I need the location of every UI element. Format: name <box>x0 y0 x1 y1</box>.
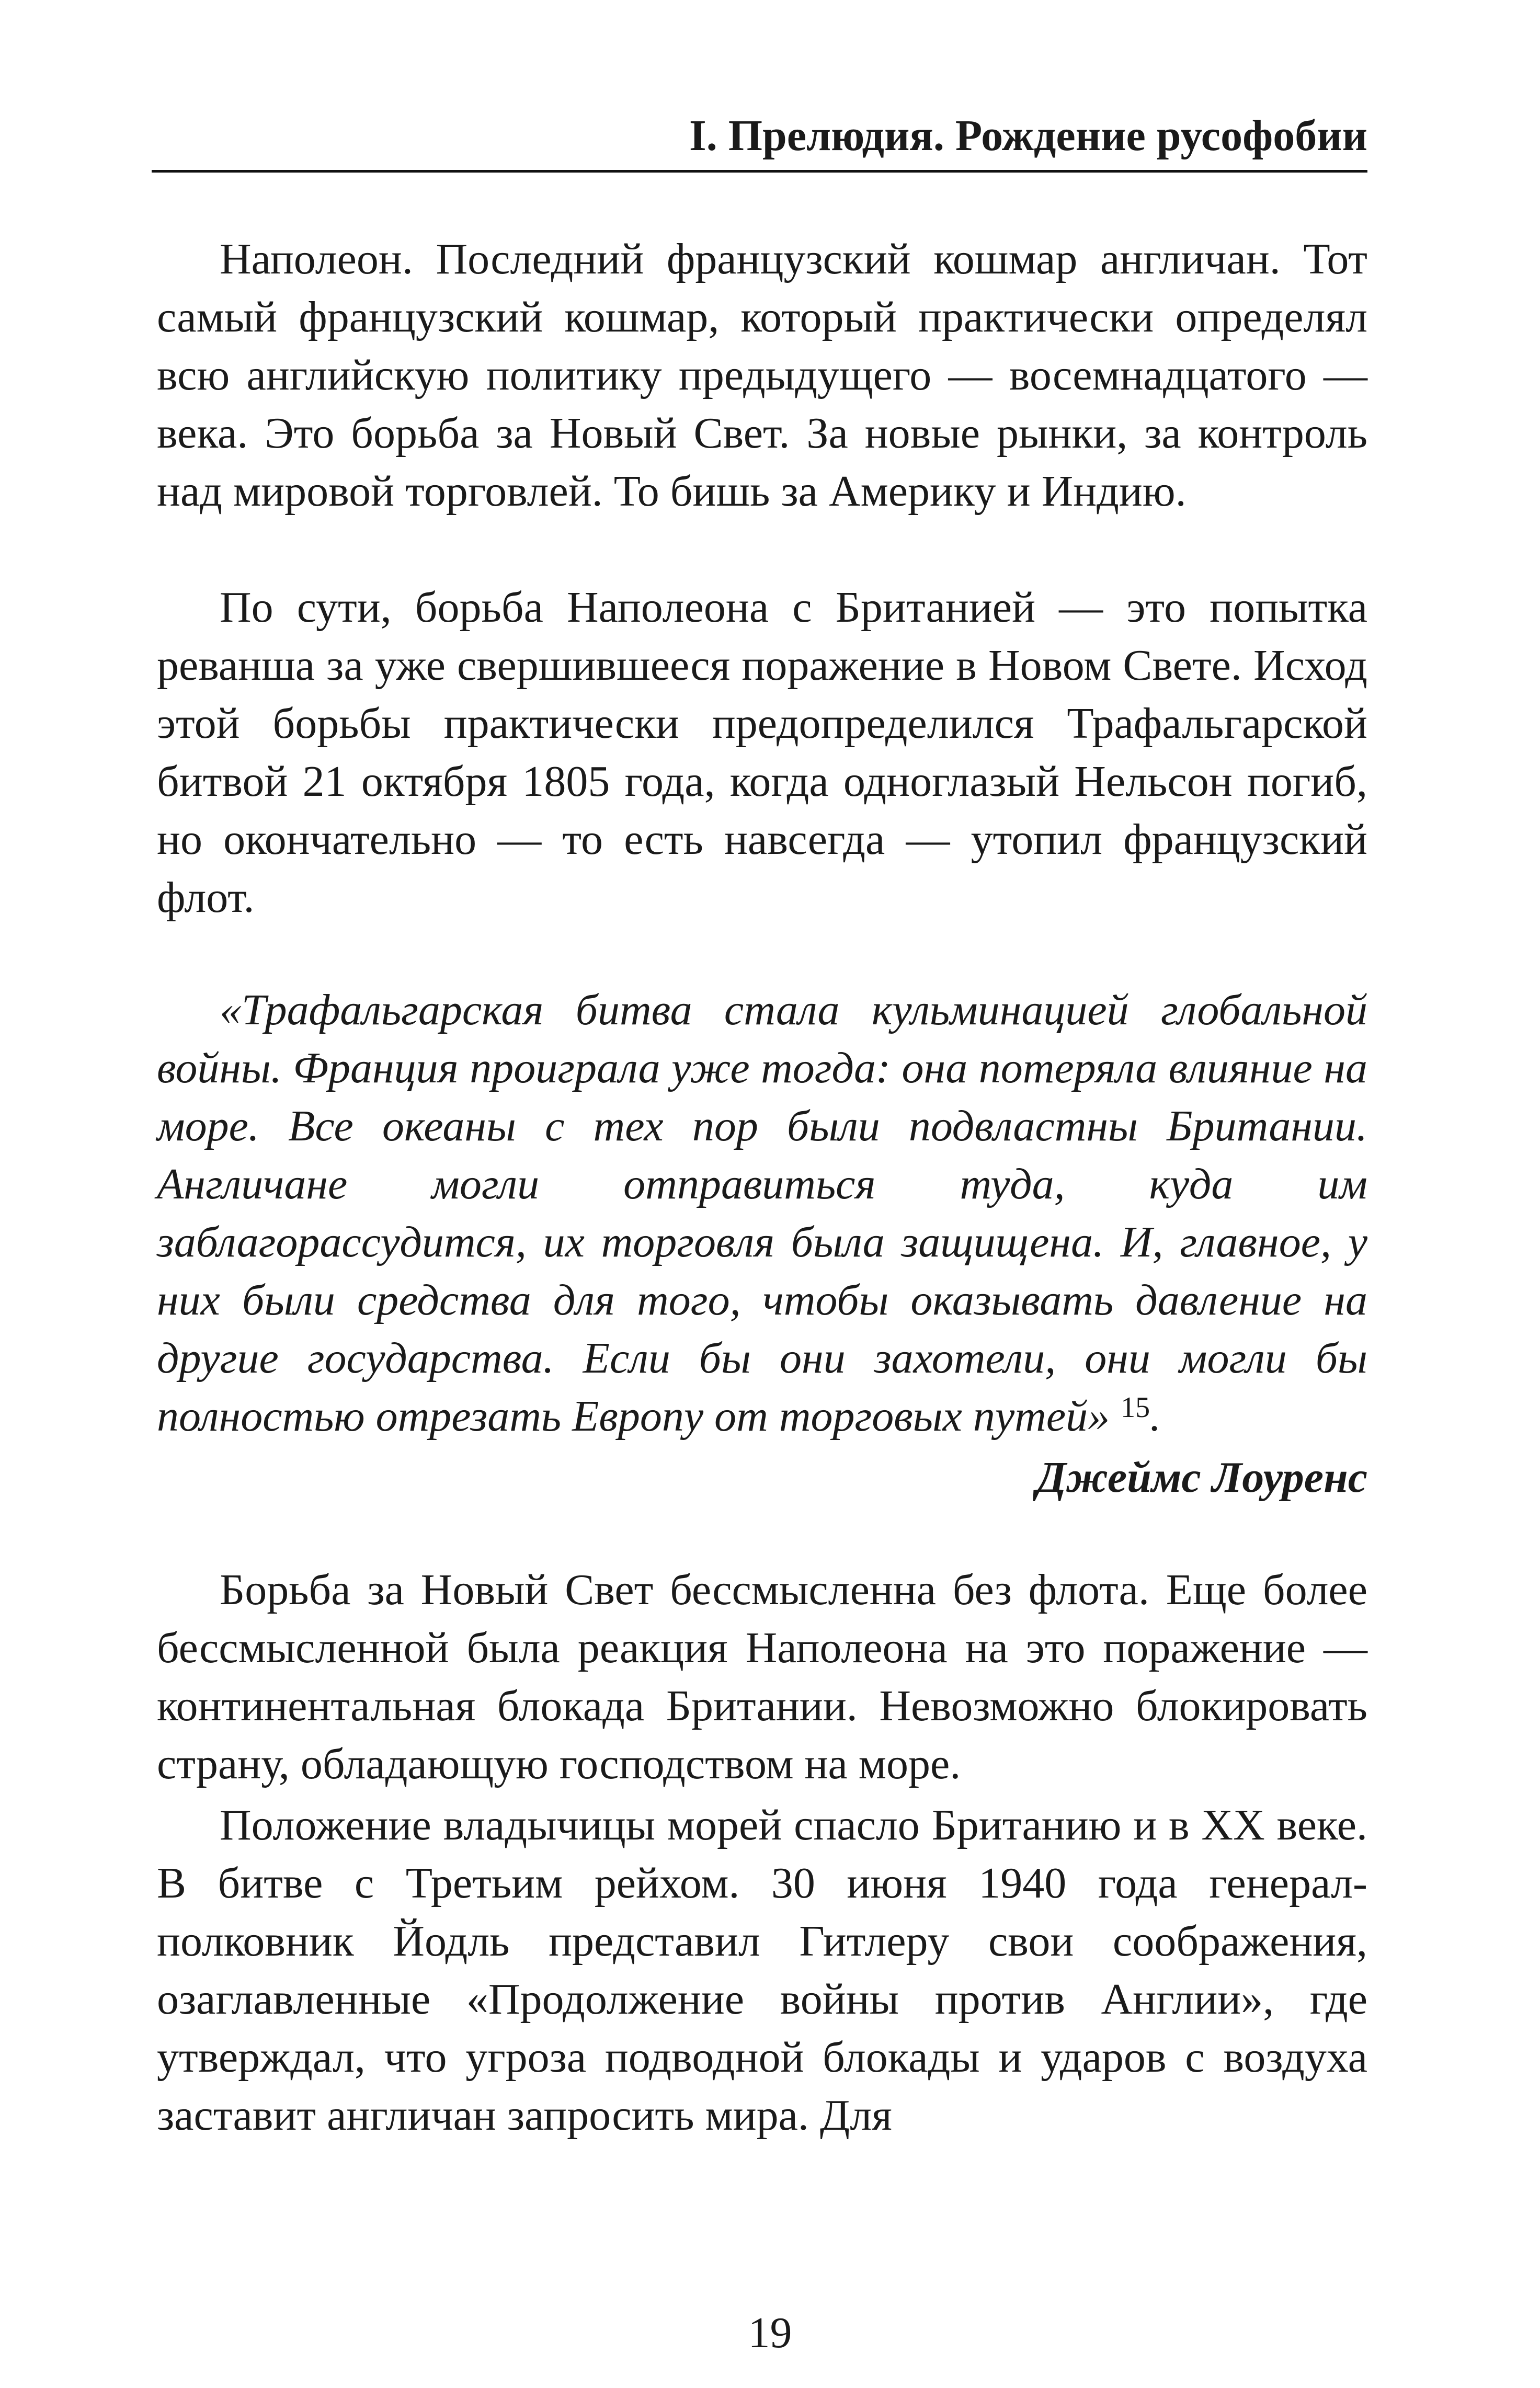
footnote-marker[interactable]: 15 <box>1121 1391 1150 1424</box>
header-rule <box>152 170 1367 173</box>
page-content <box>157 230 1367 2144</box>
page-number: 19 <box>748 2309 792 2357</box>
epigraph-quote <box>157 981 1367 1445</box>
paragraph-blockade: Борьба за Новый Свет бессмысленна без флота. Еще более бессмысленной была реакция Наполеона на это поражение — континентальная блокада Британии. Невозможно блокировать страну, обладающую господством на море. <box>157 1566 1367 1788</box>
quote-text: «Трафальгарская битва стала кульминацией глобальной войны. Франция проиграла уже тогда: она потеряла влияние на море. Все океаны с тех пор были подвластны Британии. Англичане могли отправиться туда, куда им заблагорассудится, их торговля была защищена. И, главное, у них были средства для того, чтобы оказывать давление на другие государства. Если бы они захотели, они могли бы полностью отрезать Европу от торговых путей» <box>157 986 1367 1441</box>
paragraph-trafalgar: По сути, борьба Наполеона с Британией — это попытка реванша за уже свершившееся поражение в Новом Свете. Исход этой борьбы практически предопределился Трафальгарской битвой 21 октября 1805 года, когда одноглазый Нельсон погиб, но окончательно — то есть навсегда — утопил французский флот. <box>157 583 1367 922</box>
paragraph-napoleon: Наполеон. Последний французский кошмар англичан. Тот самый французский кошмар, который практически определял всю английскую политику предыдущего — восемнадцатого — века. Это борьба за Новый Свет. За новые рынки, за контроль над мировой торговлей. То бишь за Америку и Индию. <box>157 235 1367 516</box>
paragraph-twentieth-century: Положение владычицы морей спасло Британию и в XX веке. В битве с Третьим рейхом. 30 июня 1940 года генерал-полковник Йодль представил Гитлеру свои соображения, озаглавленные «Продолжение войны против Англии», где утверждал, что угроза подводной блокады и ударов с воздуха заставит англичан запросить мира. Для <box>157 1801 1367 2140</box>
quote-end: . <box>1150 1392 1161 1441</box>
quote-author: Джеймс Лоуренс <box>1036 1453 1367 1502</box>
running-title: I. Прелюдия. Рождение русофобии <box>689 111 1367 160</box>
